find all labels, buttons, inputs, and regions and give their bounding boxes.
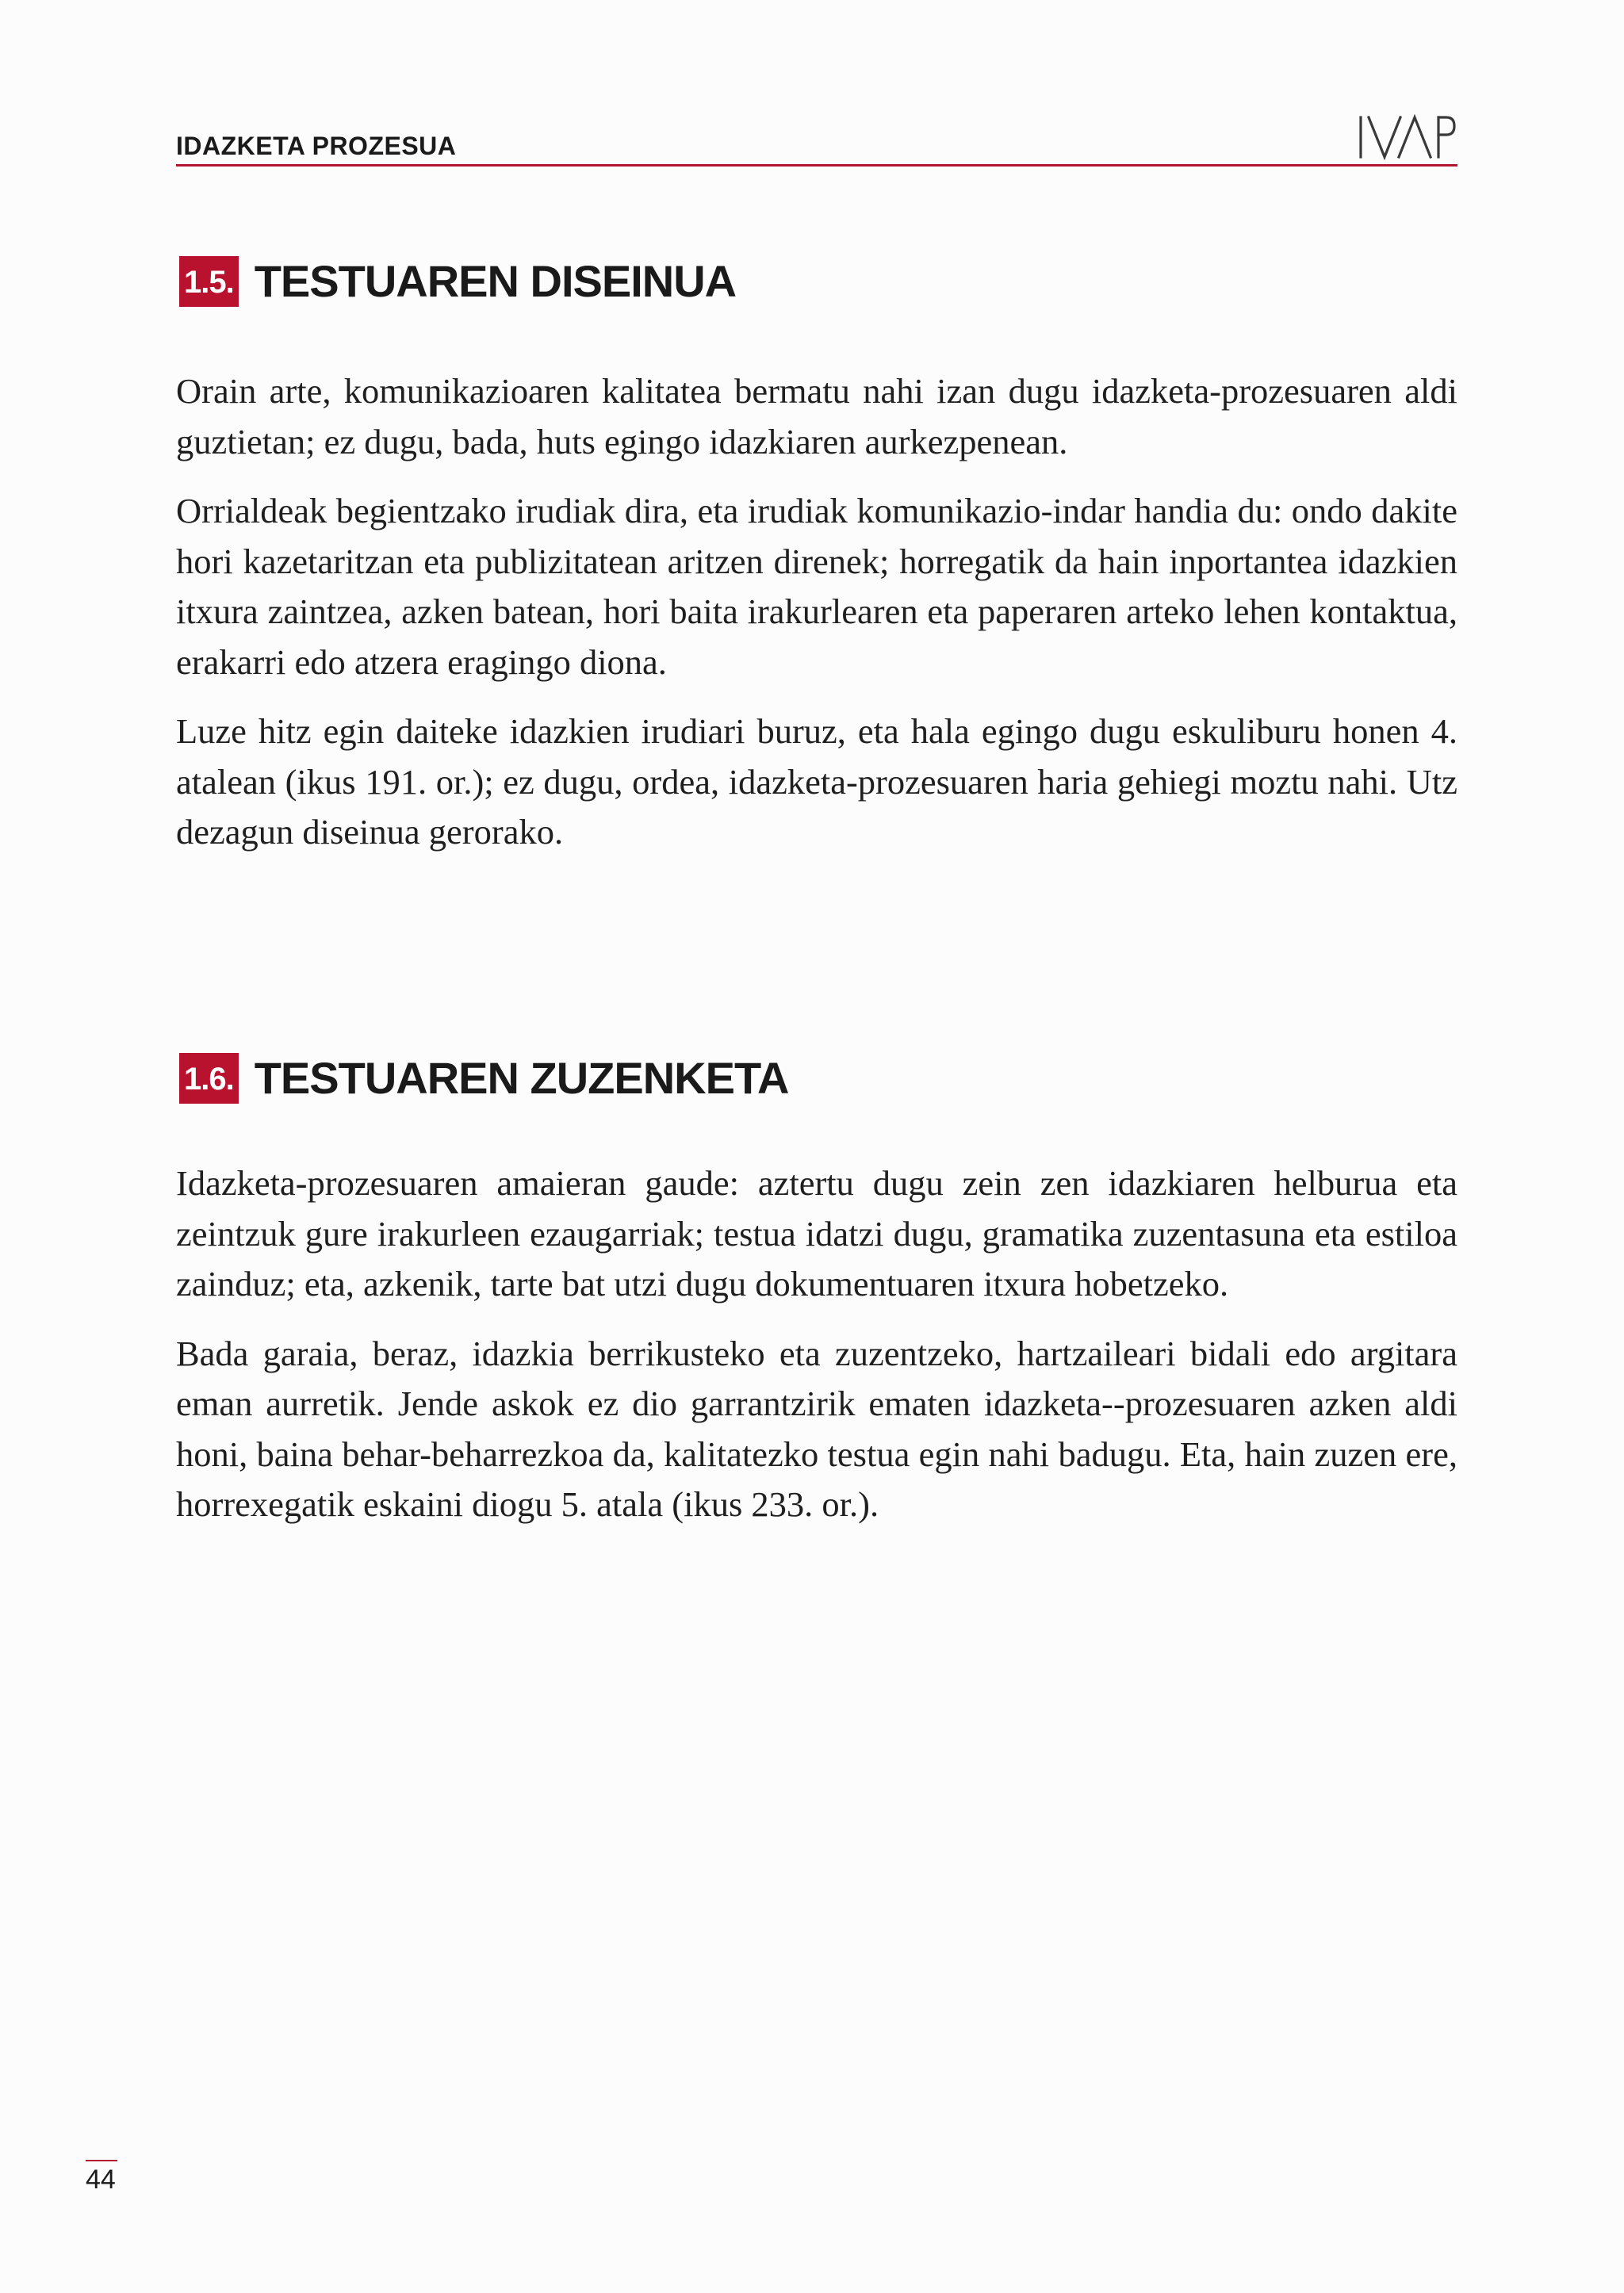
paragraph: Luze hitz egin daiteke idazkien irudiari buruz, eta hala egingo dugu eskuliburu honen 4. atalean (ikus 191. or.); ez dugu, ordea, idazketa-prozesuaren haria gehiegi moztu nahi. Utz dezagun diseinua gerorako. (176, 711, 1457, 852)
ivap-logo (1356, 111, 1457, 162)
section-number: 1.6. (179, 1053, 239, 1104)
header-rule (176, 164, 1457, 167)
section-number: 1.5. (179, 256, 239, 307)
section-body (176, 366, 1457, 877)
running-title: IDAZKETA PROZESUA (176, 132, 457, 160)
section-heading (179, 255, 736, 307)
paragraph: Orain arte, komunikazioaren kalitatea bermatu nahi izan dugu idazketa-prozesuaren aldi guztietan; ez dugu, bada, huts egingo idazkiaren aurkezpenean. (176, 371, 1457, 461)
paragraph: Orrialdeak begientzako irudiak dira, eta irudiak komunikazio-indar handia du: ondo dakite hori kazetaritzan eta publizitatean aritzen direnek; horregatik da hain inportantea idazkien itxura zaintzea, azken batean, hori baita irakurlearen eta paperaren arteko lehen kontaktua, erakarri edo atzera eragingo diona. (176, 491, 1457, 682)
page-number: 44 (86, 2165, 116, 2195)
paragraph: Bada garaia, beraz, idazkia berrikusteko eta zuzentzeko, hartzaileari bidali edo argitara eman aurretik. Jende askok ez dio garrantzirik ematen idazketa--prozesuaren azken aldi honi, baina behar-beharrezkoa da, kalitatezko testua egin nahi badugu. Eta, hain zuzen ere, horrexegatik eskaini diogu 5. atala (ikus 233. or.). (176, 1333, 1457, 1524)
section-body (176, 1158, 1457, 1549)
paragraph: Idazketa-prozesuaren amaieran gaude: aztertu dugu zein zen idazkiaren helburua eta zeintzuk gure irakurleen ezaugarriak; testua idatzi dugu, gramatika zuzentasuna eta estiloa zainduz; eta, azkenik, tarte bat utzi dugu dokumentuaren itxura hobetzeko. (176, 1163, 1457, 1303)
section-title: TESTUAREN DISEINUA (254, 256, 737, 306)
section-heading (179, 1052, 788, 1104)
section-title: TESTUAREN ZUZENKETA (254, 1053, 789, 1103)
page-number-rule (86, 2160, 117, 2161)
